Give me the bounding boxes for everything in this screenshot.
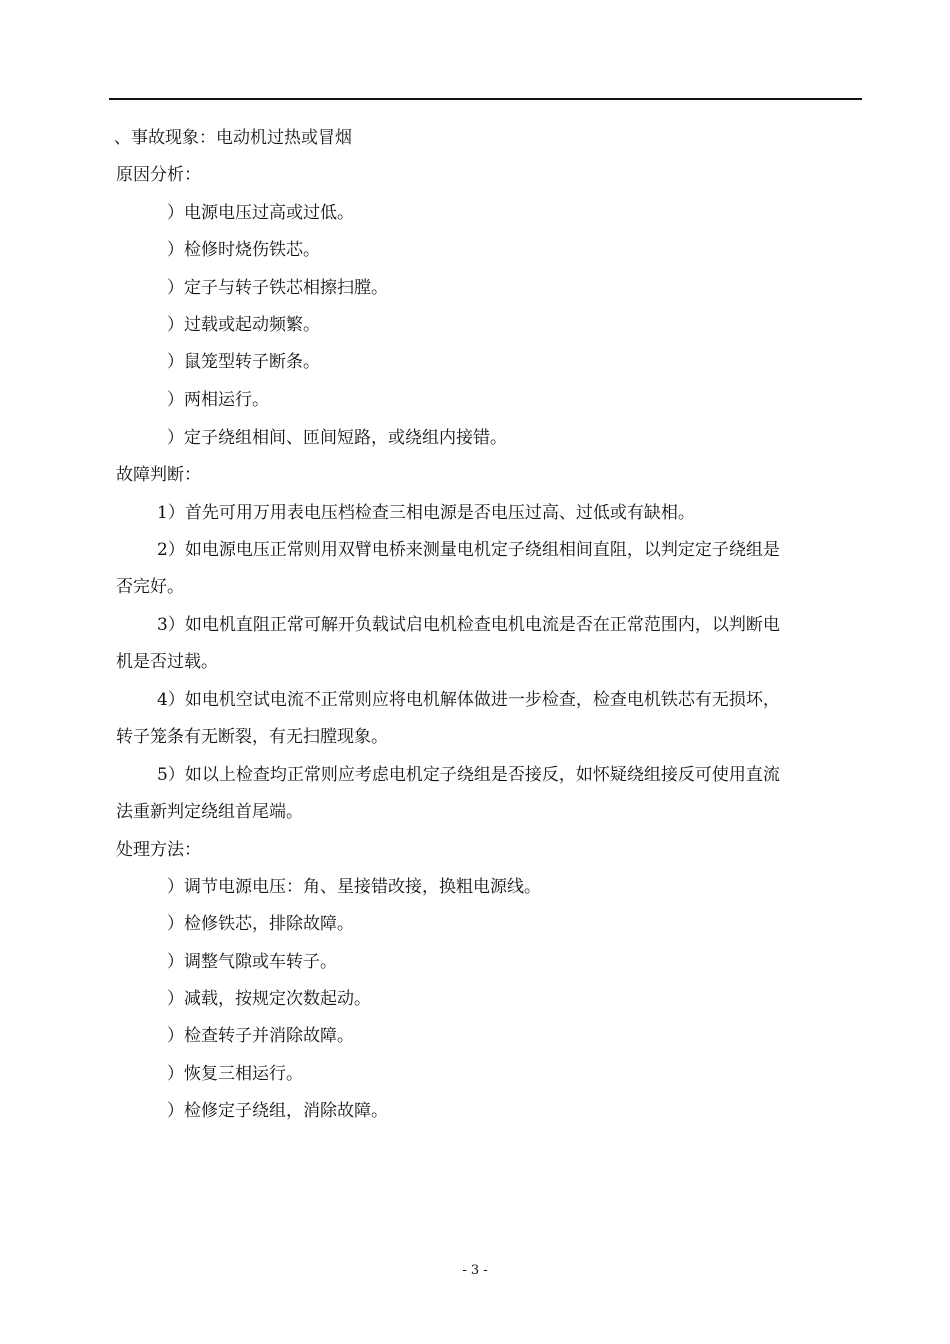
treatment-item: ）检修铁芯，排除故障。 bbox=[167, 914, 354, 934]
diagnosis-step: 4）如电机空试电流不正常则应将电机解体做进一步检查，检查电机铁芯有无损坏， bbox=[157, 690, 780, 710]
cause-item: ）定子与转子铁芯相擦扫膛。 bbox=[167, 278, 388, 298]
cause-item: ）检修时烧伤铁芯。 bbox=[167, 240, 320, 260]
diagnosis-step-cont: 法重新判定绕组首尾端。 bbox=[116, 802, 303, 822]
cause-title: 原因分析： bbox=[116, 165, 201, 185]
diagnosis-step-cont: 转子笼条有无断裂，有无扫膛现象。 bbox=[116, 727, 388, 747]
diagnosis-step: 2）如电源电压正常则用双臂电桥来测量电机定子绕组相间直阻，以判定定子绕组是 bbox=[157, 540, 780, 560]
treatment-title: 处理方法： bbox=[116, 840, 201, 860]
treatment-item: ）检查转子并消除故障。 bbox=[167, 1026, 354, 1046]
diagnosis-step: 3）如电机直阻正常可解开负载试启电机检查电机电流是否在正常范围内，以判断电 bbox=[157, 615, 780, 635]
treatment-item: ）调整气隙或车转子。 bbox=[167, 952, 337, 972]
treatment-item: ）减载，按规定次数起动。 bbox=[167, 989, 371, 1009]
treatment-item: ）调节电源电压：角、星接错改接，换粗电源线。 bbox=[167, 877, 541, 897]
diagnosis-step: 1）首先可用万用表电压档检查三相电源是否电压过高、过低或有缺相。 bbox=[157, 503, 695, 523]
diagnosis-step-cont: 否完好。 bbox=[116, 577, 184, 597]
cause-item: ）两相运行。 bbox=[167, 390, 269, 410]
header-rule bbox=[109, 98, 862, 100]
cause-item: ）过载或起动频繁。 bbox=[167, 315, 320, 335]
diagnosis-step-cont: 机是否过载。 bbox=[116, 652, 218, 672]
treatment-item: ）检修定子绕组，消除故障。 bbox=[167, 1101, 388, 1121]
cause-item: ）定子绕组相间、匝间短路，或绕组内接错。 bbox=[167, 428, 507, 448]
diagnosis-step: 5）如以上检查均正常则应考虑电机定子绕组是否接反，如怀疑绕组接反可使用直流 bbox=[157, 765, 780, 785]
page-number: - 3 - bbox=[462, 1263, 488, 1278]
diagnosis-title: 故障判断： bbox=[116, 465, 201, 485]
treatment-item: ）恢复三相运行。 bbox=[167, 1064, 303, 1084]
section-heading: 、事故现象：电动机过热或冒烟 bbox=[114, 128, 352, 148]
cause-item: ）鼠笼型转子断条。 bbox=[167, 352, 320, 372]
cause-item: ）电源电压过高或过低。 bbox=[167, 203, 354, 223]
